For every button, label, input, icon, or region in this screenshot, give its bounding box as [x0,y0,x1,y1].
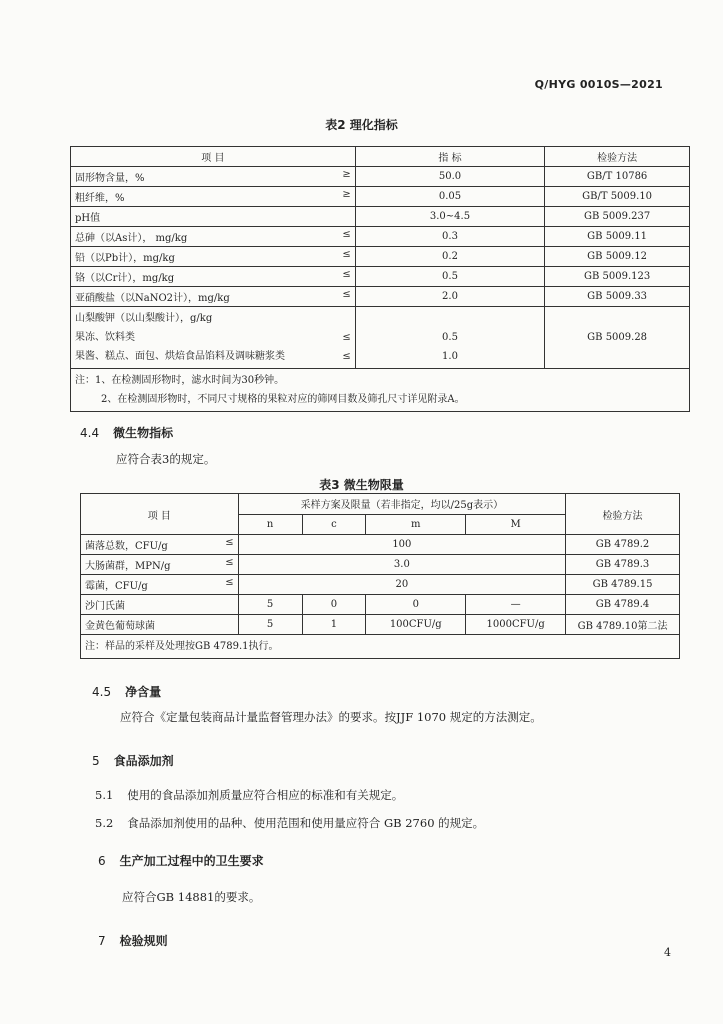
sorbate-value-1: 0.5 [442,332,458,343]
section-title: 净含量 [125,685,162,699]
table-row-sorbate [71,307,690,369]
comparison-symbol: ≤ [342,269,351,280]
row-method: GB 5009.12 [545,247,690,267]
section-title: 检验规则 [119,934,168,948]
row-method: GB 4789.10第二法 [566,615,680,635]
table-row [71,187,690,207]
row-value: 20 [238,575,565,595]
row-item [71,287,356,307]
row-item: 金黄色葡萄球菌 [81,615,239,635]
comparison-symbol: ≤ [225,577,234,588]
section-4-4-text: 应符合表3的规定。 [116,452,216,466]
row-value: 0.05 [355,187,544,207]
row-item-label: 总砷（以As计）， mg/kg [75,233,188,244]
row-item [71,227,356,247]
header-c: c [302,514,366,535]
sorbate-sub1-label: 果冻、饮料类 [75,332,135,343]
table3-note-row [81,635,680,659]
table3-header-sampling: 采样方案及限量（若非指定，均以/25g表示） [238,494,565,515]
row-item [71,187,356,207]
comparison-symbol: ≤ [342,289,351,300]
table-row [81,615,680,635]
row-item [81,575,239,595]
row-item [71,267,356,287]
table2-note-row [71,369,690,412]
header-M: M [466,514,566,535]
section-5-2-text [95,815,484,831]
header-n: n [238,514,302,535]
section-4-5-text: 应符合《定量包装商品计量监督管理办法》的要求。按JJF 1070 规定的方法测定。 [120,710,542,724]
row-item-label: 铬（以Cr计），mg/kg [75,273,175,284]
comparison-symbol: ≤ [342,249,351,260]
table2-notes [71,369,690,412]
table-row [71,267,690,287]
section-7-heading [98,932,168,949]
row-item [81,555,239,575]
table-row [71,227,690,247]
section-number: 5.2 [95,816,114,830]
row-method: GB 4789.15 [566,575,680,595]
cell-M: 1000CFU/g [466,615,566,635]
sorbate-sub-row-1 [75,328,351,347]
row-value: 0.3 [355,227,544,247]
paragraph-text: 使用的食品添加剂质量应符合相应的标准和有关规定。 [127,788,404,802]
section-title: 食品添加剂 [113,754,174,768]
table2-caption: 表2 理化指标 [325,118,398,132]
section-number: 4.5 [92,685,112,699]
row-method: GB 5009.11 [545,227,690,247]
row-value: 3.0 [238,555,565,575]
page-number: 4 [664,946,671,959]
row-item-label: 粗纤维，% [75,193,125,204]
row-item: 沙门氏菌 [81,595,239,615]
comparison-symbol: ≤ [342,351,351,362]
table2-header-index: 指 标 [355,147,544,167]
table3-header-method: 检验方法 [566,494,680,535]
section-4-5-heading [92,683,161,700]
row-item [81,535,239,555]
cell-n: 5 [238,615,302,635]
comparison-symbol: ≤ [342,229,351,240]
table-row [71,247,690,267]
table2-header-item: 项 目 [71,147,356,167]
section-title: 生产加工过程中的卫生要求 [119,854,264,868]
table-row [71,167,690,187]
row-item [71,247,356,267]
table-row [71,287,690,307]
row-value: 2.0 [355,287,544,307]
table2-header-row [71,147,690,167]
paragraph-text: 食品添加剂使用的品种、使用范围和使用量应符合 GB 2760 的规定。 [127,816,485,830]
row-item [71,207,356,227]
cell-m: 100CFU/g [366,615,466,635]
table2-note-2: 2、在检测固形物时，不同尺寸规格的果粒对应的筛网目数及筛孔尺寸详见附录A。 [101,394,465,405]
comparison-symbol: ≥ [342,169,351,180]
row-item-label: 大肠菌群，MPN/g [85,561,171,572]
standard-code: Q/HYG 0010S—2021 [534,78,663,91]
table-row [81,535,680,555]
row-method: GB 4789.4 [566,595,680,615]
table3-note: 注：样品的采样及处理按GB 4789.1执行。 [81,635,680,659]
table-row [71,207,690,227]
sorbate-item [71,307,356,369]
row-value: 0.2 [355,247,544,267]
sorbate-sub-row-2 [75,347,351,366]
row-item-label: 固形物含量，% [75,173,145,184]
section-title: 微生物指标 [113,426,174,440]
cell-n: 5 [238,595,302,615]
table-row [81,595,680,615]
row-method: GB 5009.33 [545,287,690,307]
row-method: GB/T 5009.10 [545,187,690,207]
section-4-4-heading [80,424,173,441]
row-item [71,167,356,187]
section-5-1-text [95,787,403,803]
row-value: 50.0 [355,167,544,187]
table2-header-method: 检验方法 [545,147,690,167]
section-number: 7 [98,934,106,948]
cell-M: — [466,595,566,615]
table2-physicochemical [70,146,690,412]
row-item-label: 霉菌，CFU/g [85,581,148,592]
cell-m: 0 [366,595,466,615]
cell-c: 0 [302,595,366,615]
sorbate-sub2-label: 果酱、糕点、面包、烘焙食品馅料及调味糖浆类 [75,351,285,362]
sorbate-method: GB 5009.28 [545,307,690,369]
comparison-symbol: ≤ [225,537,234,548]
table3-header-row-1 [81,494,680,515]
comparison-symbol: ≥ [342,189,351,200]
table-row [81,555,680,575]
table-row [81,575,680,595]
row-method: GB 4789.2 [566,535,680,555]
row-item-label: 菌落总数，CFU/g [85,541,168,552]
section-number: 4.4 [80,426,100,440]
row-value: 0.5 [355,267,544,287]
section-6-text: 应符合GB 14881的要求。 [122,890,261,904]
section-number: 5 [92,754,100,768]
row-item-label: pH值 [75,213,101,224]
section-number: 5.1 [95,788,114,802]
section-number: 6 [98,854,106,868]
comparison-symbol: ≤ [225,557,234,568]
row-method: GB 5009.237 [545,207,690,227]
table2-note-1: 注：1、在检测固形物时，滤水时间为30秒钟。 [75,375,285,386]
row-item-label: 铅（以Pb计），mg/kg [75,253,175,264]
row-method: GB 5009.123 [545,267,690,287]
sorbate-value-2: 1.0 [442,351,458,362]
header-m: m [366,514,466,535]
table3-caption: 表3 微生物限量 [319,478,404,492]
section-5-heading [92,752,174,769]
table3-header-item: 项 目 [81,494,239,535]
section-6-heading [98,852,264,869]
row-value: 3.0~4.5 [355,207,544,227]
cell-c: 1 [302,615,366,635]
row-value: 100 [238,535,565,555]
row-method: GB/T 10786 [545,167,690,187]
sorbate-values [355,307,544,369]
sorbate-item-label: 山梨酸钾（以山梨酸计），g/kg [75,313,213,324]
row-method: GB 4789.3 [566,555,680,575]
table3-microbial [80,493,680,659]
comparison-symbol: ≤ [342,332,351,343]
row-item-label: 亚硝酸盐（以NaNO2计），mg/kg [75,293,230,304]
